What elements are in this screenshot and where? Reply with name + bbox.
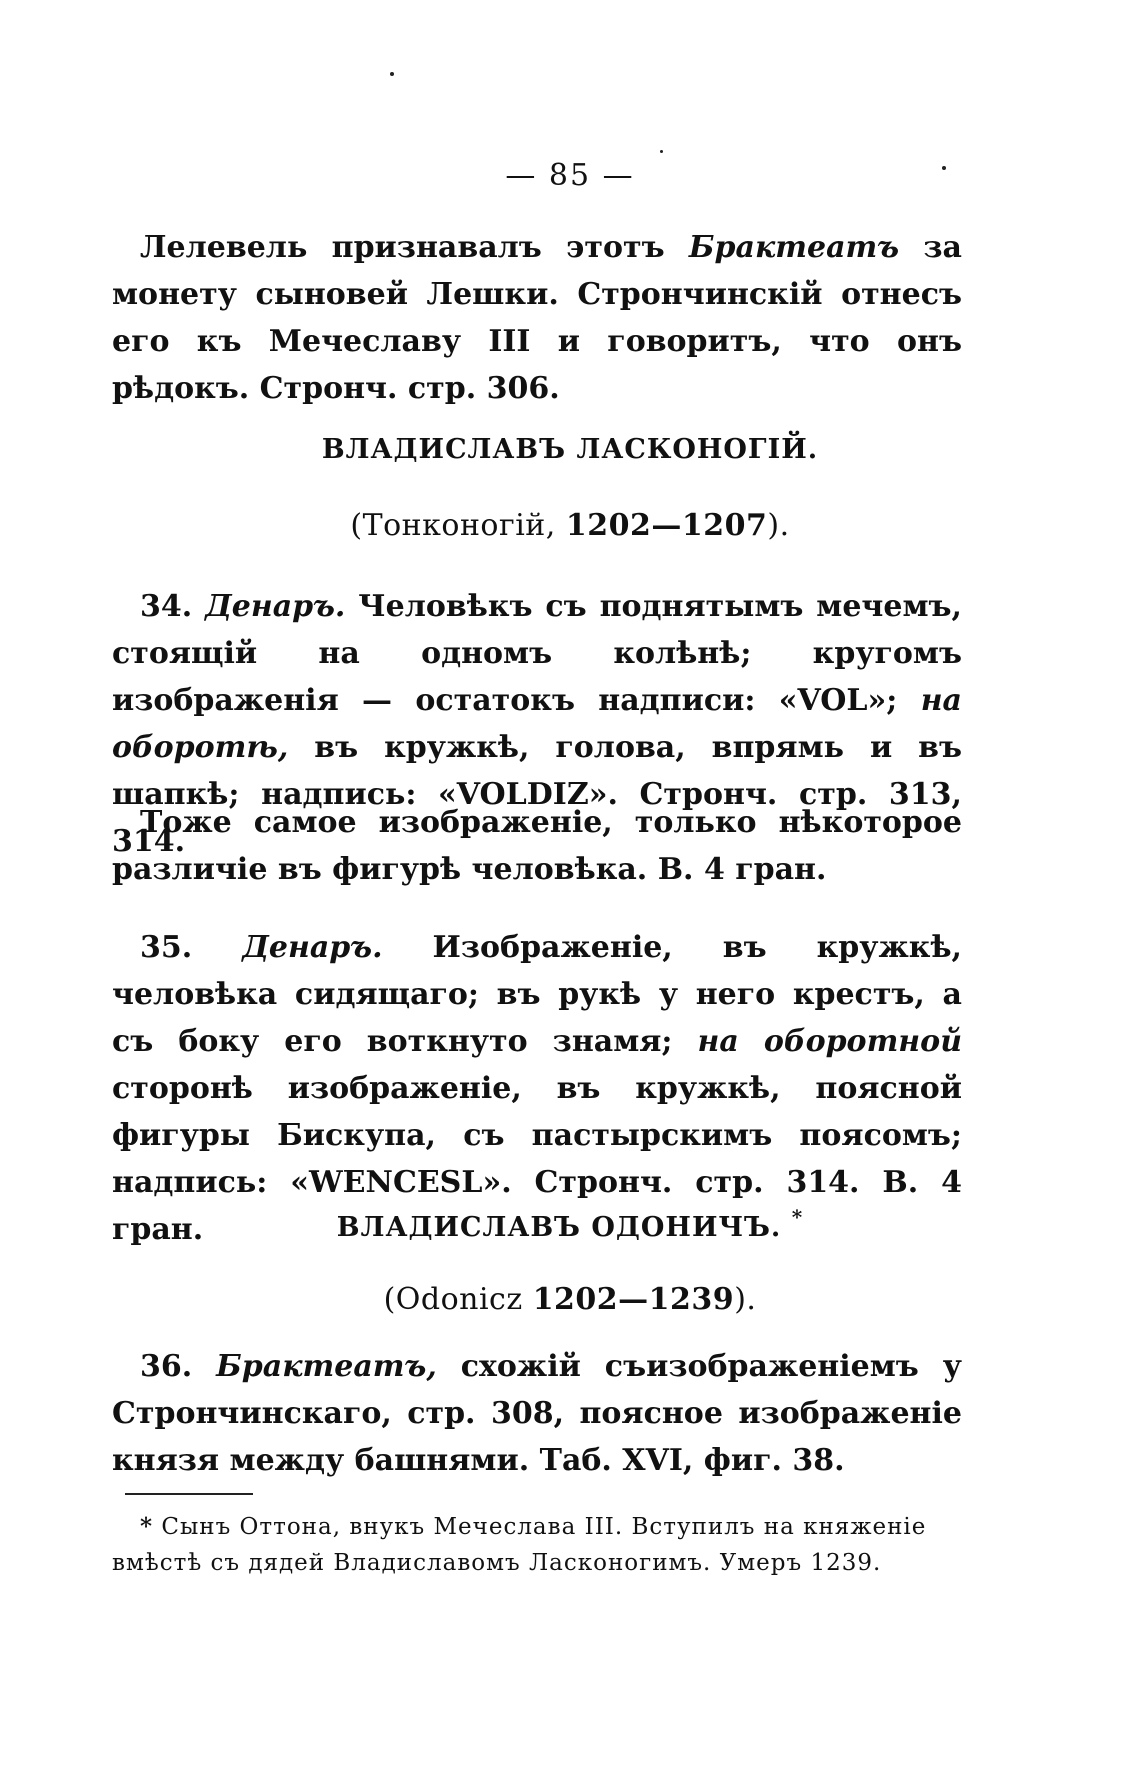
catalog-entry-36: 36. Брактеатъ, схожій съизображеніемъ у Стрончинскаго, стр. 308, поясное изображеніе князя между башнями. Таб. XVI, фиг. 38. (112, 1349, 962, 1478)
entry-label: Брактеатъ, (216, 1349, 437, 1384)
section-subtitle: (Odonicz 1202—1239). (383, 1282, 757, 1317)
section-title: ВЛАДИСЛАВЪ ОДОНИЧЪ. * (336, 1205, 804, 1243)
ink-speck (390, 72, 394, 76)
entry-number: 34. (140, 589, 206, 624)
page-number: — 85 — (505, 158, 635, 193)
section-title: ВЛАДИСЛАВЪ ЛАСКОНОГІЙ. (321, 434, 819, 465)
entry-number: 36. (140, 1349, 217, 1384)
catalog-entry-34: 34. Денаръ. Человѣкъ съ поднятымъ мечемъ, стоящій на одномъ колѣнѣ; кругомъ изображенія — остатокъ надписи: «VOL»; на оборотѣ, въ кружкѣ, голова, впрямь и въ шапкѣ; надпись: «VOLDIZ». Стронч. стр. 313, 314. (112, 589, 962, 859)
section-subtitle: (Тонконогій, 1202—1207). (350, 508, 790, 543)
footnote-marker: * (140, 1513, 154, 1540)
italic-term: на оборотной (697, 1024, 962, 1059)
ink-speck (660, 150, 663, 153)
catalog-entry-35: 35. Денаръ. Изображеніе, въ кружкѣ, человѣка сидящаго; въ рукѣ у него крестъ, а съ боку его воткнуто знамя; на оборотной сторонѣ изображеніе, въ кружкѣ, поясной фигуры Бискупа, съ пастырскимъ поясомъ; надпись: «WENCESL». Стронч. стр. 314. В. 4 гран. (112, 930, 962, 1247)
footnote-marker: * (791, 1205, 804, 1229)
entry-number: 35. (140, 930, 243, 965)
variant-note: Тоже самое изображеніе, только нѣкоторое различіе въ фигурѣ человѣка. В. 4 гран. (112, 805, 962, 887)
footnote: * Сынъ Оттона, внукъ Мечеслава III. Вступилъ на княженіе вмѣстѣ съ дядей Владиславомъ Ласконогимъ. Умеръ 1239. (112, 1513, 927, 1576)
italic-term: Брактеатъ (688, 230, 900, 265)
intro-paragraph: Лелевель признавалъ этотъ Брактеатъ за монету сыновей Лешки. Стрончинскій отнесъ его къ Мечеславу III и говоритъ, что онъ рѣдокъ. Стронч. стр. 306. (112, 230, 962, 406)
entry-label: Денаръ. (242, 930, 383, 965)
footnote-divider (125, 1493, 253, 1495)
italic-term: на оборотѣ, (112, 683, 962, 765)
entry-label: Денаръ. (205, 589, 346, 624)
